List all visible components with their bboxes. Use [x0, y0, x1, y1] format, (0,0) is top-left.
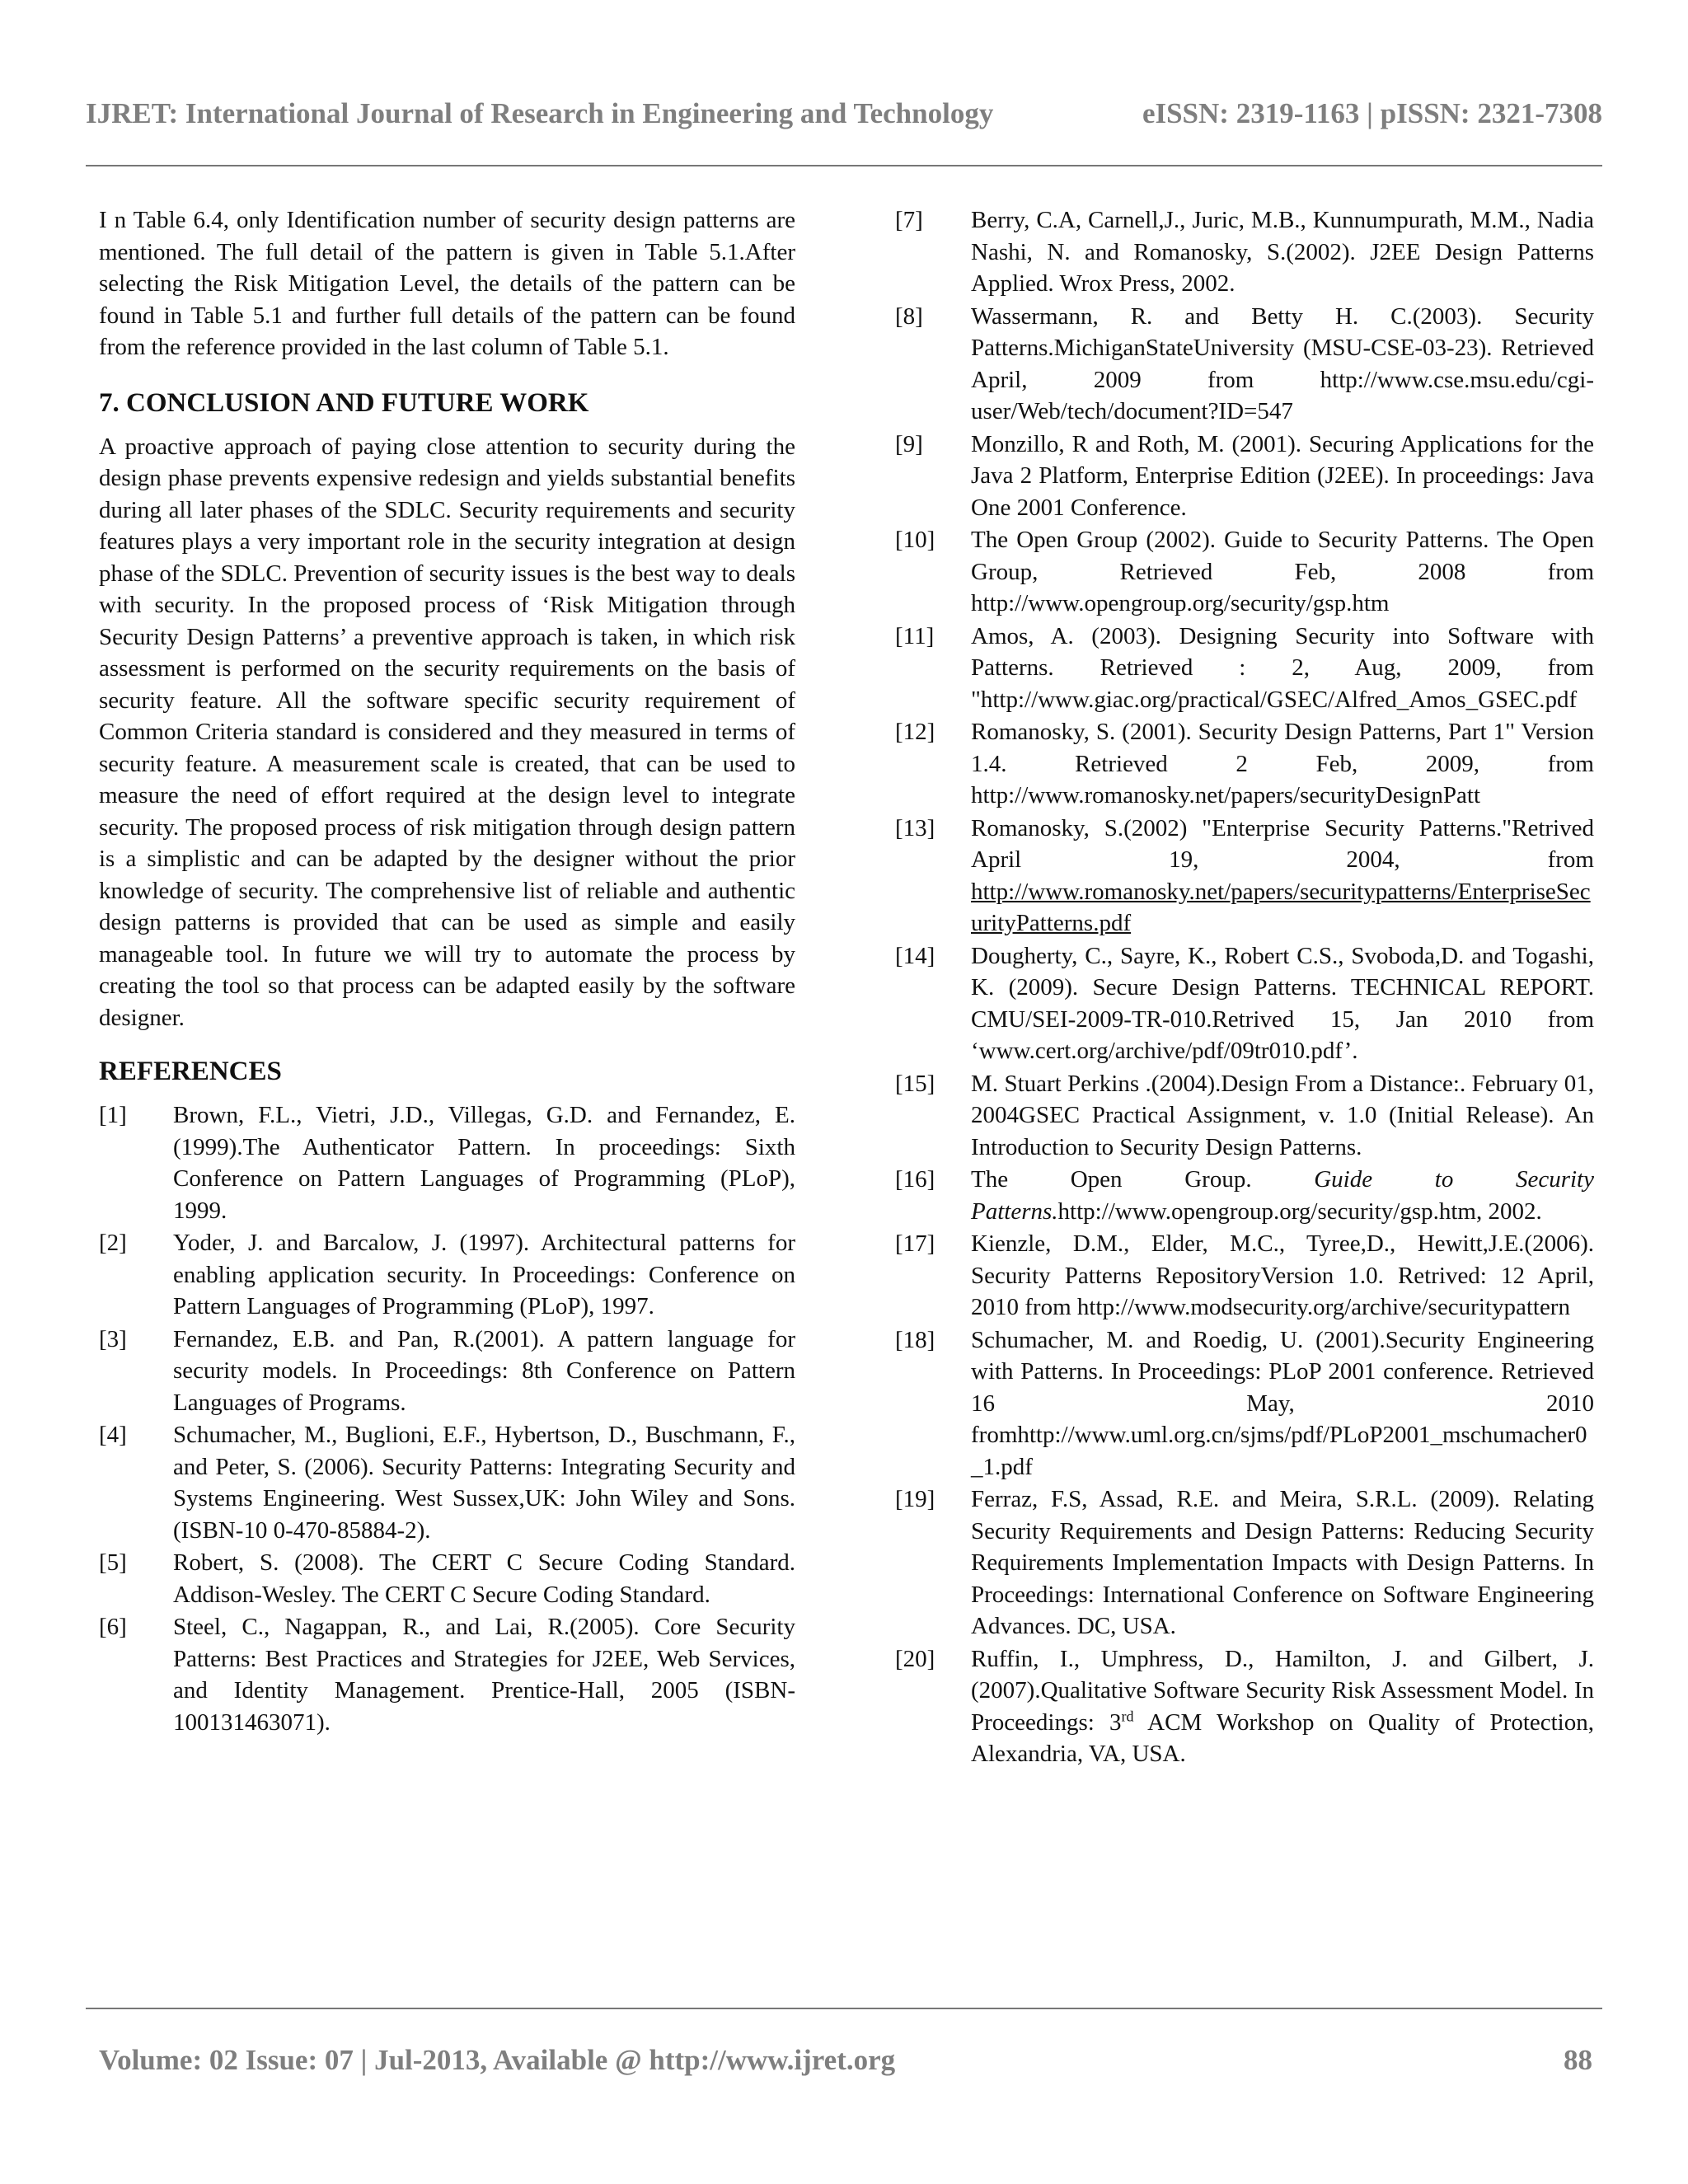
right-column	[895, 204, 1594, 1771]
reference-text: Schumacher, M. and Roedig, U. (2001).Security Engineering with Patterns. In Proceedings: PLoP 2001 conference. Retrieved 16 May, 2010 fromhttp://www.uml.org.cn/sjms/pdf/PLoP2001_mschumacher0_1.pdf	[971, 1326, 1594, 1480]
reference-text: Dougherty, C., Sayre, K., Robert C.S., Svoboda,D. and Togashi, K. (2009). Secure Design Patterns. TECHNICAL REPORT. CMU/SEI-2009-TR-010.Retrived 15, Jan 2010 from ‘www.cert.org/archive/pdf/09tr010.pdf’.	[971, 942, 1594, 1064]
reference-item	[895, 524, 1594, 620]
conclusion-paragraph: A proactive approach of paying close attention to security during the design phase prevents expensive redesign and yields substantial benefits during all later phases of the SDLC. Security requirements and security features plays a very important role in the security integration at design phase of the SDLC. Prevention of security issues is the best way to deals with security. In the proposed process of ‘Risk Mitigation through Security Design Patterns’ a preventive approach is taken, in which risk assessment is performed on the security requirements on the basis of security feature. All the software specific security requirement of Common Criteria standard is considered and they measured in terms of security feature. A measurement scale is created, that can be used to measure the need of effort required at the design level to integrate security. The proposed process of risk mitigation through design pattern is a simplistic and can be adapted by the designer without the prior knowledge of security. The comprehensive list of reliable and authentic design patterns is provided that can be used as simple and easily manageable tool. In future we will try to automate the process by creating the tool so that process can be adapted easily by the software designer.	[99, 433, 795, 1031]
reference-text-part: The Open Group.	[971, 1166, 1252, 1193]
reference-title-italic: Guide to Security Patterns.	[971, 1166, 1594, 1225]
reference-text: Steel, C., Nagappan, R., and Lai, R.(2005). Core Security Patterns: Best Practices and Strategies for J2EE, Web Services, and Identity Management. Prentice-Hall, 2005 (ISBN-100131463071).	[173, 1614, 795, 1736]
reference-number: [5]	[99, 1549, 127, 1576]
reference-number: [7]	[895, 207, 923, 233]
reference-number: [2]	[99, 1230, 127, 1256]
page-header	[86, 97, 1602, 130]
reference-item	[895, 1643, 1594, 1770]
reference-text: Brown, F.L., Vietri, J.D., Villegas, G.D. and Fernandez, E. (1999).The Authenticator Pattern. In proceedings: Sixth Conference on Pattern Languages of Programming (PLoP), 1999.	[173, 1102, 795, 1224]
reference-text-part: Ruffin, I., Umphress, D., Hamilton, J. and Gilbert, J.(2007).Qualitative Software Security Risk Assessment Model. In Proceedings: 3	[971, 1645, 1594, 1736]
reference-text: M. Stuart Perkins .(2004).Design From a Distance:. February 01, 2004GSEC Practical Assignment, v. 1.0 (Initial Release). An Introduction to Security Design Patterns.	[971, 1070, 1594, 1160]
reference-number: [13]	[895, 814, 935, 841]
header-rule	[86, 165, 1602, 166]
volume-info: Volume: 02 Issue: 07 | Jul-2013, Available @ http://www.ijret.org	[99, 2044, 896, 2076]
reference-number: [1]	[99, 1102, 127, 1128]
page-footer	[99, 2044, 1592, 2077]
reference-item	[895, 1068, 1594, 1164]
reference-item	[99, 1547, 795, 1610]
page-number: 88	[1564, 2044, 1592, 2076]
reference-number: [20]	[895, 1645, 935, 1672]
reference-number: [8]	[895, 302, 923, 330]
reference-item	[99, 1324, 795, 1419]
reference-item	[895, 1164, 1594, 1227]
footer-rule	[86, 2008, 1602, 2009]
references-heading: REFERENCES	[99, 1057, 282, 1086]
reference-text: Wassermann, R. and Betty H. C.(2003). Security Patterns.MichiganStateUniversity (MSU-CSE-03-23). Retrieved April, 2009 from http://www.cse.msu.edu/cgi-user/Web/tech/document?ID=547	[971, 302, 1594, 424]
reference-number: [9]	[895, 430, 923, 457]
conclusion-heading: 7. CONCLUSION AND FUTURE WORK	[99, 387, 589, 418]
reference-item	[895, 1483, 1594, 1643]
superscript: rd	[1121, 1707, 1134, 1724]
reference-number: [19]	[895, 1486, 935, 1512]
reference-link[interactable]: http://www.romanosky.net/papers/securitypatterns/EnterpriseSecurityPatterns.pdf	[971, 878, 1591, 936]
reference-number: [11]	[895, 622, 935, 649]
reference-text	[971, 1164, 1594, 1227]
reference-item	[895, 301, 1594, 428]
reference-item	[895, 621, 1594, 716]
reference-text	[971, 1643, 1594, 1770]
reference-text: Amos, A. (2003). Designing Security into Software with Patterns. Retrieved : 2, Aug, 2009, from "http://www.giac.org/practical/GSEC/Alfred_Amos_GSEC.pdf	[971, 622, 1594, 713]
reference-number: [18]	[895, 1326, 935, 1353]
reference-number: [16]	[895, 1166, 935, 1193]
references-list-right	[895, 204, 1594, 1770]
reference-text-part: http://www.opengroup.org/security/gsp.htm, 2002.	[1057, 1197, 1542, 1225]
left-column	[99, 204, 795, 1739]
reference-number: [14]	[895, 942, 935, 969]
reference-number: [12]	[895, 719, 935, 745]
reference-text: Robert, S. (2008). The CERT C Secure Coding Standard. Addison-Wesley. The CERT C Secure Coding Standard.	[173, 1549, 795, 1608]
reference-item	[895, 1324, 1594, 1483]
reference-number: [4]	[99, 1422, 127, 1448]
reference-item	[99, 1419, 795, 1546]
reference-number: [10]	[895, 527, 935, 553]
issn-info: eISSN: 2319-1163 | pISSN: 2321-7308	[1142, 97, 1602, 129]
reference-text: Yoder, J. and Barcalow, J. (1997). Architectural patterns for enabling application security. In Proceedings: Conference on Pattern Languages of Programming (PLoP), 1997.	[173, 1230, 795, 1319]
reference-number: [6]	[99, 1614, 127, 1640]
reference-item	[99, 1099, 795, 1226]
references-list-left	[99, 1099, 795, 1738]
reference-item	[895, 429, 1594, 524]
reference-text: Kienzle, D.M., Elder, M.C., Tyree,D., Hewitt,J.E.(2006). Security Patterns RepositoryVersion 1.0. Retrived: 12 April, 2010 from http://www.modsecurity.org/archive/securitypattern	[971, 1230, 1594, 1320]
reference-item	[895, 1228, 1594, 1324]
reference-text: Monzillo, R and Roth, M. (2001). Securing Applications for the Java 2 Platform, Enterprise Edition (J2EE). In proceedings: Java One 2001 Conference.	[971, 430, 1594, 521]
reference-item	[99, 1611, 795, 1738]
reference-text: Schumacher, M., Buglioni, E.F., Hybertson, D., Buschmann, F., and Peter, S. (2006). Security Patterns: Integrating Security and Systems Engineering. West Sussex,UK: John Wiley and Sons. (ISBN-10 0-470-85884-2).	[173, 1422, 795, 1544]
reference-item	[895, 940, 1594, 1067]
reference-number: [17]	[895, 1230, 935, 1257]
reference-text: Ferraz, F.S, Assad, R.E. and Meira, S.R.L. (2009). Relating Security Requirements and Design Patterns: Reducing Security Requirements Implementation Impacts with Design Patterns. In Proceedings: International Conference on Software Engineering Advances. DC, USA.	[971, 1486, 1594, 1639]
reference-item	[99, 1227, 795, 1323]
reference-text-part: Romanosky, S.(2002) "Enterprise Security Patterns."Retrived April 19, 2004, from	[971, 814, 1594, 873]
reference-text: Fernandez, E.B. and Pan, R.(2001). A pattern language for security models. In Proceedings: 8th Conference on Pattern Languages of Programs.	[173, 1325, 795, 1416]
reference-text	[971, 813, 1594, 940]
reference-item	[895, 813, 1594, 940]
reference-number: [3]	[99, 1325, 127, 1352]
reference-text: Berry, C.A, Carnell,J., Juric, M.B., Kunnumpurath, M.M., Nadia Nashi, N. and Romanosky, S.(2002). J2EE Design Patterns Applied. Wrox Press, 2002.	[971, 207, 1594, 297]
reference-item	[895, 204, 1594, 300]
reference-text-part: ACM Workshop on Quality of Protection, Alexandria, VA, USA.	[971, 1708, 1594, 1767]
journal-title: IJRET: International Journal of Research in Engineering and Technology	[86, 97, 994, 129]
intro-paragraph: I n Table 6.4, only Identification number of security design patterns are mentioned. The full detail of the pattern is given in Table 5.1.After selecting the Risk Mitigation Level, the details of the pattern can be found in Table 5.1 and further full details of the pattern can be found from the reference provided in the last column of Table 5.1.	[99, 207, 795, 360]
reference-item	[895, 716, 1594, 812]
reference-number: [15]	[895, 1070, 935, 1097]
reference-text: Romanosky, S. (2001). Security Design Patterns, Part 1" Version 1.4. Retrieved 2 Feb, 2009, from http://www.romanosky.net/papers/securityDesignPatt	[971, 719, 1594, 808]
reference-text: The Open Group (2002). Guide to Security Patterns. The Open Group, Retrieved Feb, 2008 from http://www.opengroup.org/security/gsp.htm	[971, 527, 1594, 616]
